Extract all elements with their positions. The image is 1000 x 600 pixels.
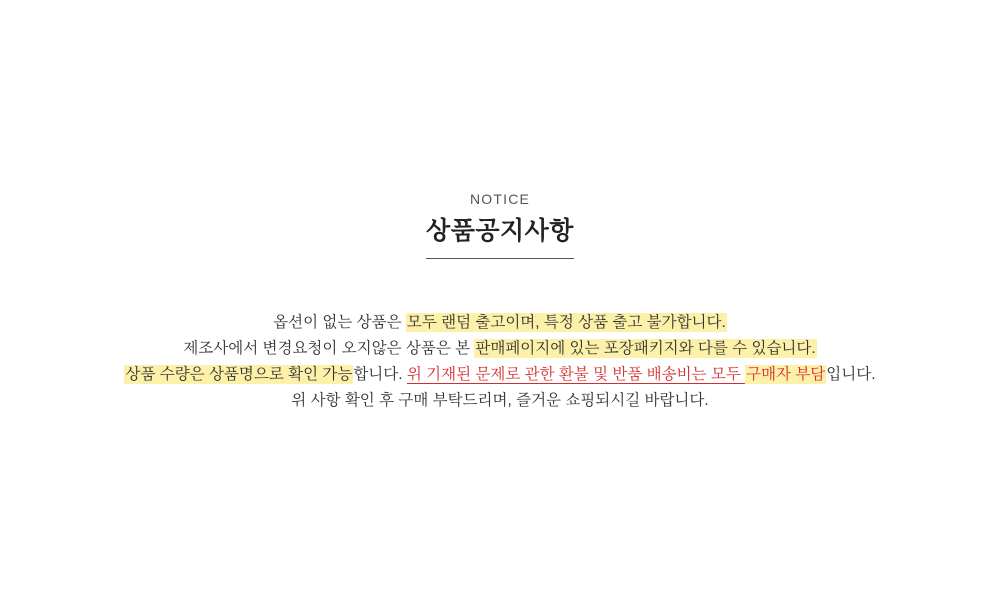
page-title: 상품공지사항: [426, 217, 574, 246]
notice-line-3-tail: 입니다.: [826, 366, 876, 383]
notice-line-2-text: 제조사에서 변경요청이 오지않은 상품은 본: [183, 340, 475, 357]
notice-eyebrow: NOTICE: [469, 191, 531, 207]
notice-body: [0, 310, 1000, 414]
notice-line-3: [0, 362, 1000, 388]
notice-line-1-highlight: 모두 랜덤 출고이며, 특정 상품 출고 불가합니다.: [406, 314, 726, 331]
notice-line-4: 위 사항 확인 후 구매 부탁드리며, 즐거운 쇼핑되시길 바랍니다.: [291, 392, 709, 409]
notice-line-3-warning: 위 기재된 문제로 관한 환불 및 반품 배송비는 모두: [406, 366, 746, 383]
notice-line-3-warning-highlight: 구매자 부담: [746, 366, 826, 383]
notice-line-1-text: 옵션이 없는 상품은: [273, 314, 406, 331]
notice-line-3-highlight: 상품 수량은 상품명으로 확인 가능: [125, 366, 353, 383]
notice-line-2: [0, 336, 1000, 362]
notice-title-underline: [426, 216, 574, 259]
notice-line-1: [0, 310, 1000, 336]
notice-line-3-text: 합니다.: [353, 366, 407, 383]
notice-header: [0, 190, 1000, 259]
notice-line-2-highlight: 판매페이지에 있는 포장패키지와 다를 수 있습니다.: [475, 340, 816, 357]
